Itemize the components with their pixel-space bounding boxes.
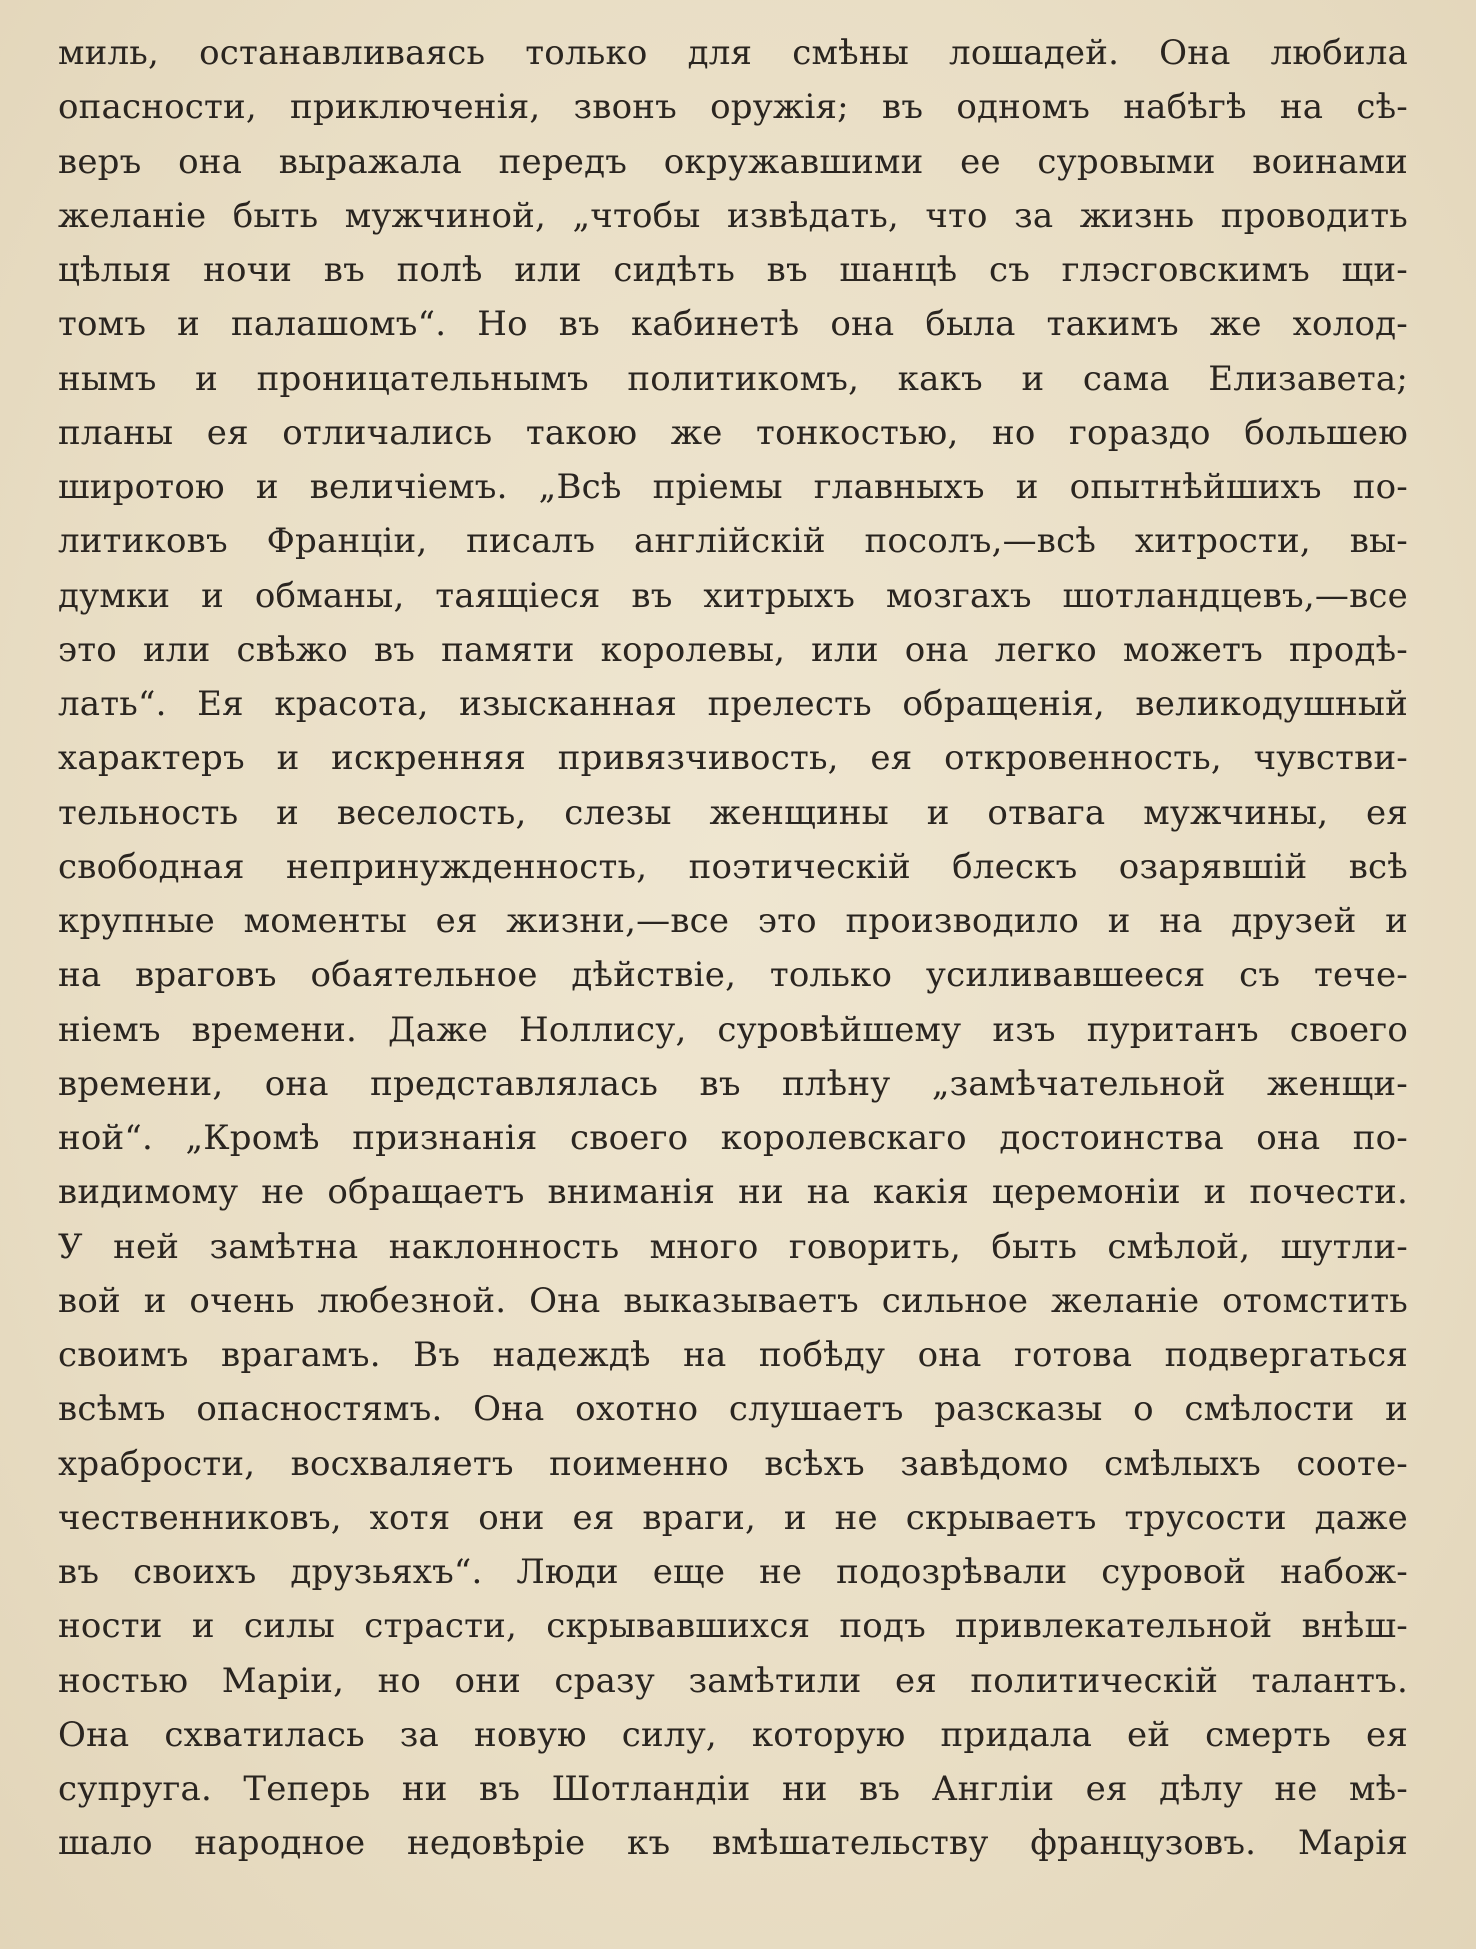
text-line: видимому не обращаетъ вниманія ни на какія церемоніи и почести. [58,1172,1408,1213]
text-line: миль, останавливаясь только для смѣны лошадей. Она любила [58,33,1408,73]
text-line: думки и обманы, таящіеся въ хитрыхъ мозгахъ шотландцевъ,—все [58,575,1408,616]
text-line: крупные моменты ея жизни,—все это производило и на друзей и [58,901,1408,941]
text-line: цѣлыя ночи въ полѣ или сидѣть въ шанцѣ съ глэсговскимъ щи- [58,250,1408,290]
text-line: желаніе быть мужчиной, „чтобы извѣдать, что за жизнь проводить [58,195,1408,236]
text-line: чественниковъ, хотя они ея враги, и не скрываетъ трусости даже [58,1497,1408,1538]
text-line: супруга. Теперь ни въ Шотландіи ни въ Англіи ея дѣлу не мѣ- [58,1769,1408,1809]
text-line: своимъ врагамъ. Въ надеждѣ на побѣду она готова подвергаться [58,1335,1408,1375]
text-line: свободная непринужденность, поэтическій блескъ озарявшій всѣ [58,846,1408,887]
text-line: времени, она представлялась въ плѣну „замѣчательной женщи- [58,1063,1408,1104]
text-line: на враговъ обаятельное дѣйствіе, только усиливавшееся съ тече- [58,955,1408,996]
text-line: въ своихъ друзьяхъ“. Люди еще не подозрѣвали суровой набож- [58,1552,1408,1592]
text-line: широтою и величіемъ. „Всѣ пріемы главныхъ и опытнѣйшихъ по- [58,467,1408,507]
text-line: ной“. „Кромѣ признанія своего королевскаго достоинства она по- [58,1118,1408,1158]
text-line: вой и очень любезной. Она выказываетъ сильное желаніе отомстить [58,1280,1408,1321]
text-line: веръ она выражала передъ окружавшими ее суровыми воинами [58,141,1408,182]
text-line: опасности, приключенія, звонъ оружія; въ одномъ набѣгѣ на сѣ- [58,87,1408,128]
text-line: У ней замѣтна наклонность много говорить, быть смѣлой, шутли- [58,1226,1408,1267]
text-line: ностью Маріи, но они сразу замѣтили ея политическій талантъ. [58,1660,1408,1701]
text-line: ности и силы страсти, скрывавшихся подъ привлекательной внѣш- [58,1606,1408,1647]
text-line: Она схватилась за новую силу, которую придала ей смерть ея [58,1714,1408,1755]
text-line: тельность и веселость, слезы женщины и отвага мужчины, ея [58,792,1408,833]
text-line: нымъ и проницательнымъ политикомъ, какъ и сама Елизавета; [58,358,1408,399]
text-line: литиковъ Франціи, писалъ англійскій посолъ,—всѣ хитрости, вы- [58,521,1408,562]
text-line: характеръ и искренняя привязчивость, ея откровенность, чувстви- [58,738,1408,779]
text-line: ніемъ времени. Даже Ноллису, суровѣйшему изъ пуританъ своего [58,1009,1408,1050]
text-line: томъ и палашомъ“. Но въ кабинетѣ она была такимъ же холод- [58,304,1408,345]
text-line: всѣмъ опасностямъ. Она охотно слушаетъ разсказы о смѣлости и [58,1389,1408,1430]
text-line: шало народное недовѣріе къ вмѣшательству французовъ. Марія [58,1823,1408,1864]
text-line: это или свѣжо въ памяти королевы, или она легко можетъ продѣ- [58,629,1408,670]
text-line: планы ея отличались такою же тонкостью, но гораздо большею [58,412,1408,453]
body-text [58,26,1408,1871]
text-line: храбрости, восхваляетъ поименно всѣхъ завѣдомо смѣлыхъ сооте- [58,1443,1408,1484]
text-line: лать“. Ея красота, изысканная прелесть обращенія, великодушный [58,684,1408,724]
